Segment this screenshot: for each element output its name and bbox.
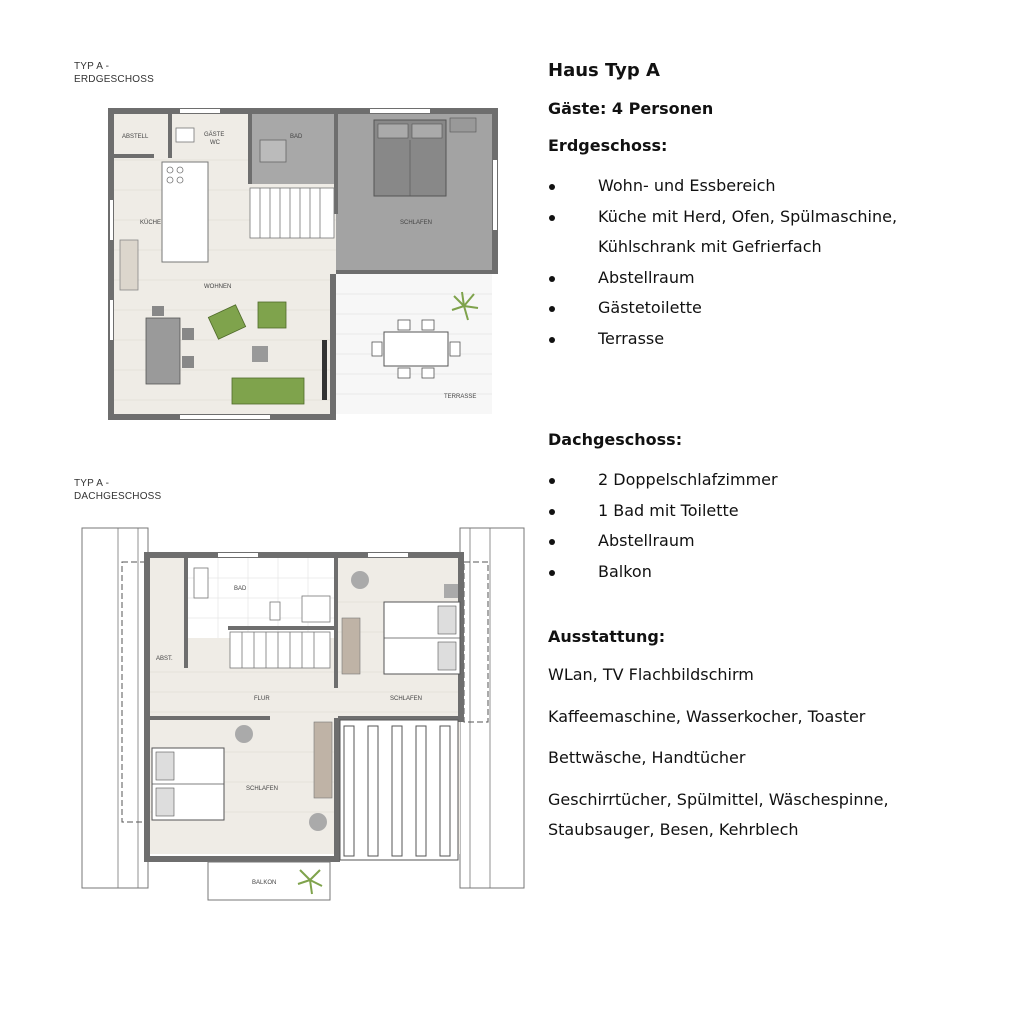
side-table bbox=[252, 346, 268, 362]
list-item: Abstellraum bbox=[548, 263, 988, 294]
wall-bedroom1 bbox=[334, 558, 338, 688]
upper-wall-bottom bbox=[144, 856, 338, 862]
lamp-icon bbox=[309, 813, 327, 831]
description-column bbox=[548, 56, 988, 857]
staircase bbox=[250, 188, 334, 238]
room-label-wohnen: WOHNEN bbox=[204, 284, 232, 290]
tv-unit bbox=[322, 340, 327, 400]
amenities-line: Kaffeemaschine, Wasserkocher, Toaster bbox=[548, 706, 866, 726]
list-item: 2 Doppelschlafzimmer bbox=[548, 465, 988, 496]
dining-table bbox=[146, 318, 180, 384]
room-label-wc: WC bbox=[210, 140, 220, 146]
lamp-icon bbox=[235, 725, 253, 743]
window bbox=[493, 160, 497, 230]
upper-sink bbox=[302, 596, 330, 622]
room-label-schlafen: SCHLAFEN bbox=[246, 786, 279, 792]
section-heading-dachgeschoss: Dachgeschoss: bbox=[548, 430, 683, 449]
upper-staircase bbox=[230, 632, 330, 668]
wall-abst bbox=[184, 558, 188, 668]
guests-info: Gäste: 4 Personen bbox=[548, 99, 714, 118]
chair bbox=[182, 328, 194, 340]
upper-floor-plan bbox=[78, 522, 528, 902]
wardrobe bbox=[314, 722, 332, 798]
wall-terrace bbox=[330, 274, 336, 420]
wall-bath-bottom bbox=[228, 626, 334, 630]
list-item: Gästetoilette bbox=[548, 293, 988, 324]
amenities-line: Geschirrtücher, Spülmittel, Wäschespinne, Staubsauger, Besen, Kehrblech bbox=[548, 789, 889, 839]
upper-wall-left bbox=[144, 552, 150, 862]
window bbox=[180, 109, 220, 113]
bed-bedroom1 bbox=[384, 602, 460, 674]
room-label-abst: ABST. bbox=[156, 656, 173, 662]
window bbox=[218, 553, 258, 557]
wc-sink bbox=[176, 128, 194, 142]
room-label-gaeste: GÄSTE bbox=[204, 132, 225, 138]
window bbox=[368, 553, 408, 557]
section-heading-erdgeschoss: Erdgeschoss: bbox=[548, 136, 668, 155]
shower bbox=[194, 568, 208, 598]
list-item: 1 Bad mit Toilette bbox=[548, 496, 988, 527]
erdgeschoss-list bbox=[548, 171, 988, 354]
upper-floor-label-line1: TYP A - bbox=[74, 478, 110, 489]
wall-abstell bbox=[114, 154, 154, 158]
wall-bedroom1-bottom bbox=[338, 716, 460, 720]
upper-wall-top bbox=[144, 552, 464, 558]
amenities-line: WLan, TV Flachbildschirm bbox=[548, 665, 754, 684]
room-label-bad: BAD bbox=[290, 134, 303, 140]
wall-hall-bottom bbox=[150, 716, 270, 720]
wall-wc-left bbox=[168, 114, 172, 158]
list-item: Küche mit Herd, Ofen, Spülmaschine, bbox=[548, 202, 988, 233]
window bbox=[180, 415, 270, 419]
page-title: Haus Typ A bbox=[548, 60, 660, 81]
lamp-icon bbox=[351, 571, 369, 589]
room-label-terrasse: TERRASSE bbox=[444, 394, 477, 400]
list-item: Balkon bbox=[548, 557, 988, 588]
wardrobe bbox=[342, 618, 360, 674]
double-bed bbox=[374, 120, 446, 196]
chair bbox=[182, 356, 194, 368]
armchair-green bbox=[258, 302, 286, 328]
room-label-kueche: KÜCHE bbox=[140, 220, 162, 226]
cupboard bbox=[120, 240, 138, 290]
list-item-continuation bbox=[548, 232, 988, 263]
room-label-abstell: ABSTELL bbox=[122, 134, 149, 140]
window bbox=[370, 109, 430, 113]
ground-floor-label-line1: TYP A - bbox=[74, 61, 110, 72]
section-heading-ausstattung: Ausstattung: bbox=[548, 627, 666, 646]
window bbox=[110, 200, 113, 240]
sofa-green bbox=[232, 378, 304, 404]
upper-floor-label-line2: DACHGESCHOSS bbox=[74, 491, 162, 502]
room-label-schlafen: SCHLAFEN bbox=[400, 220, 433, 226]
bed-bedroom2 bbox=[152, 748, 224, 820]
ground-floor-label bbox=[74, 60, 154, 86]
pergola bbox=[340, 720, 458, 860]
wall-bedroom-bottom bbox=[336, 270, 492, 274]
room-label-balkon: BALKON bbox=[252, 880, 277, 886]
terrace-table bbox=[384, 332, 448, 366]
chair bbox=[152, 306, 164, 316]
wall-balcony-right bbox=[334, 718, 340, 862]
bathtub bbox=[260, 140, 286, 162]
window bbox=[110, 300, 113, 340]
amenities-line: Bettwäsche, Handtücher bbox=[548, 748, 746, 767]
room-label-bad: BAD bbox=[234, 586, 247, 592]
toilet bbox=[270, 602, 280, 620]
list-item: Abstellraum bbox=[548, 526, 988, 557]
ground-floor-plan bbox=[100, 100, 510, 430]
wall-bedroom bbox=[334, 114, 338, 214]
room-label-schlafen: SCHLAFEN bbox=[390, 696, 423, 702]
list-item: Wohn- und Essbereich bbox=[548, 171, 988, 202]
nightstand bbox=[444, 584, 458, 598]
list-item: Terrasse bbox=[548, 324, 988, 355]
nightstand bbox=[450, 118, 476, 132]
wall-bath-left bbox=[248, 114, 252, 184]
upper-floor-label bbox=[74, 477, 161, 503]
dachgeschoss-list bbox=[548, 465, 988, 587]
room-label-flur: FLUR bbox=[254, 696, 270, 702]
list-item-text: Kühlschrank mit Gefrierfach bbox=[598, 237, 822, 256]
ground-floor-label-line2: ERDGESCHOSS bbox=[74, 74, 154, 85]
